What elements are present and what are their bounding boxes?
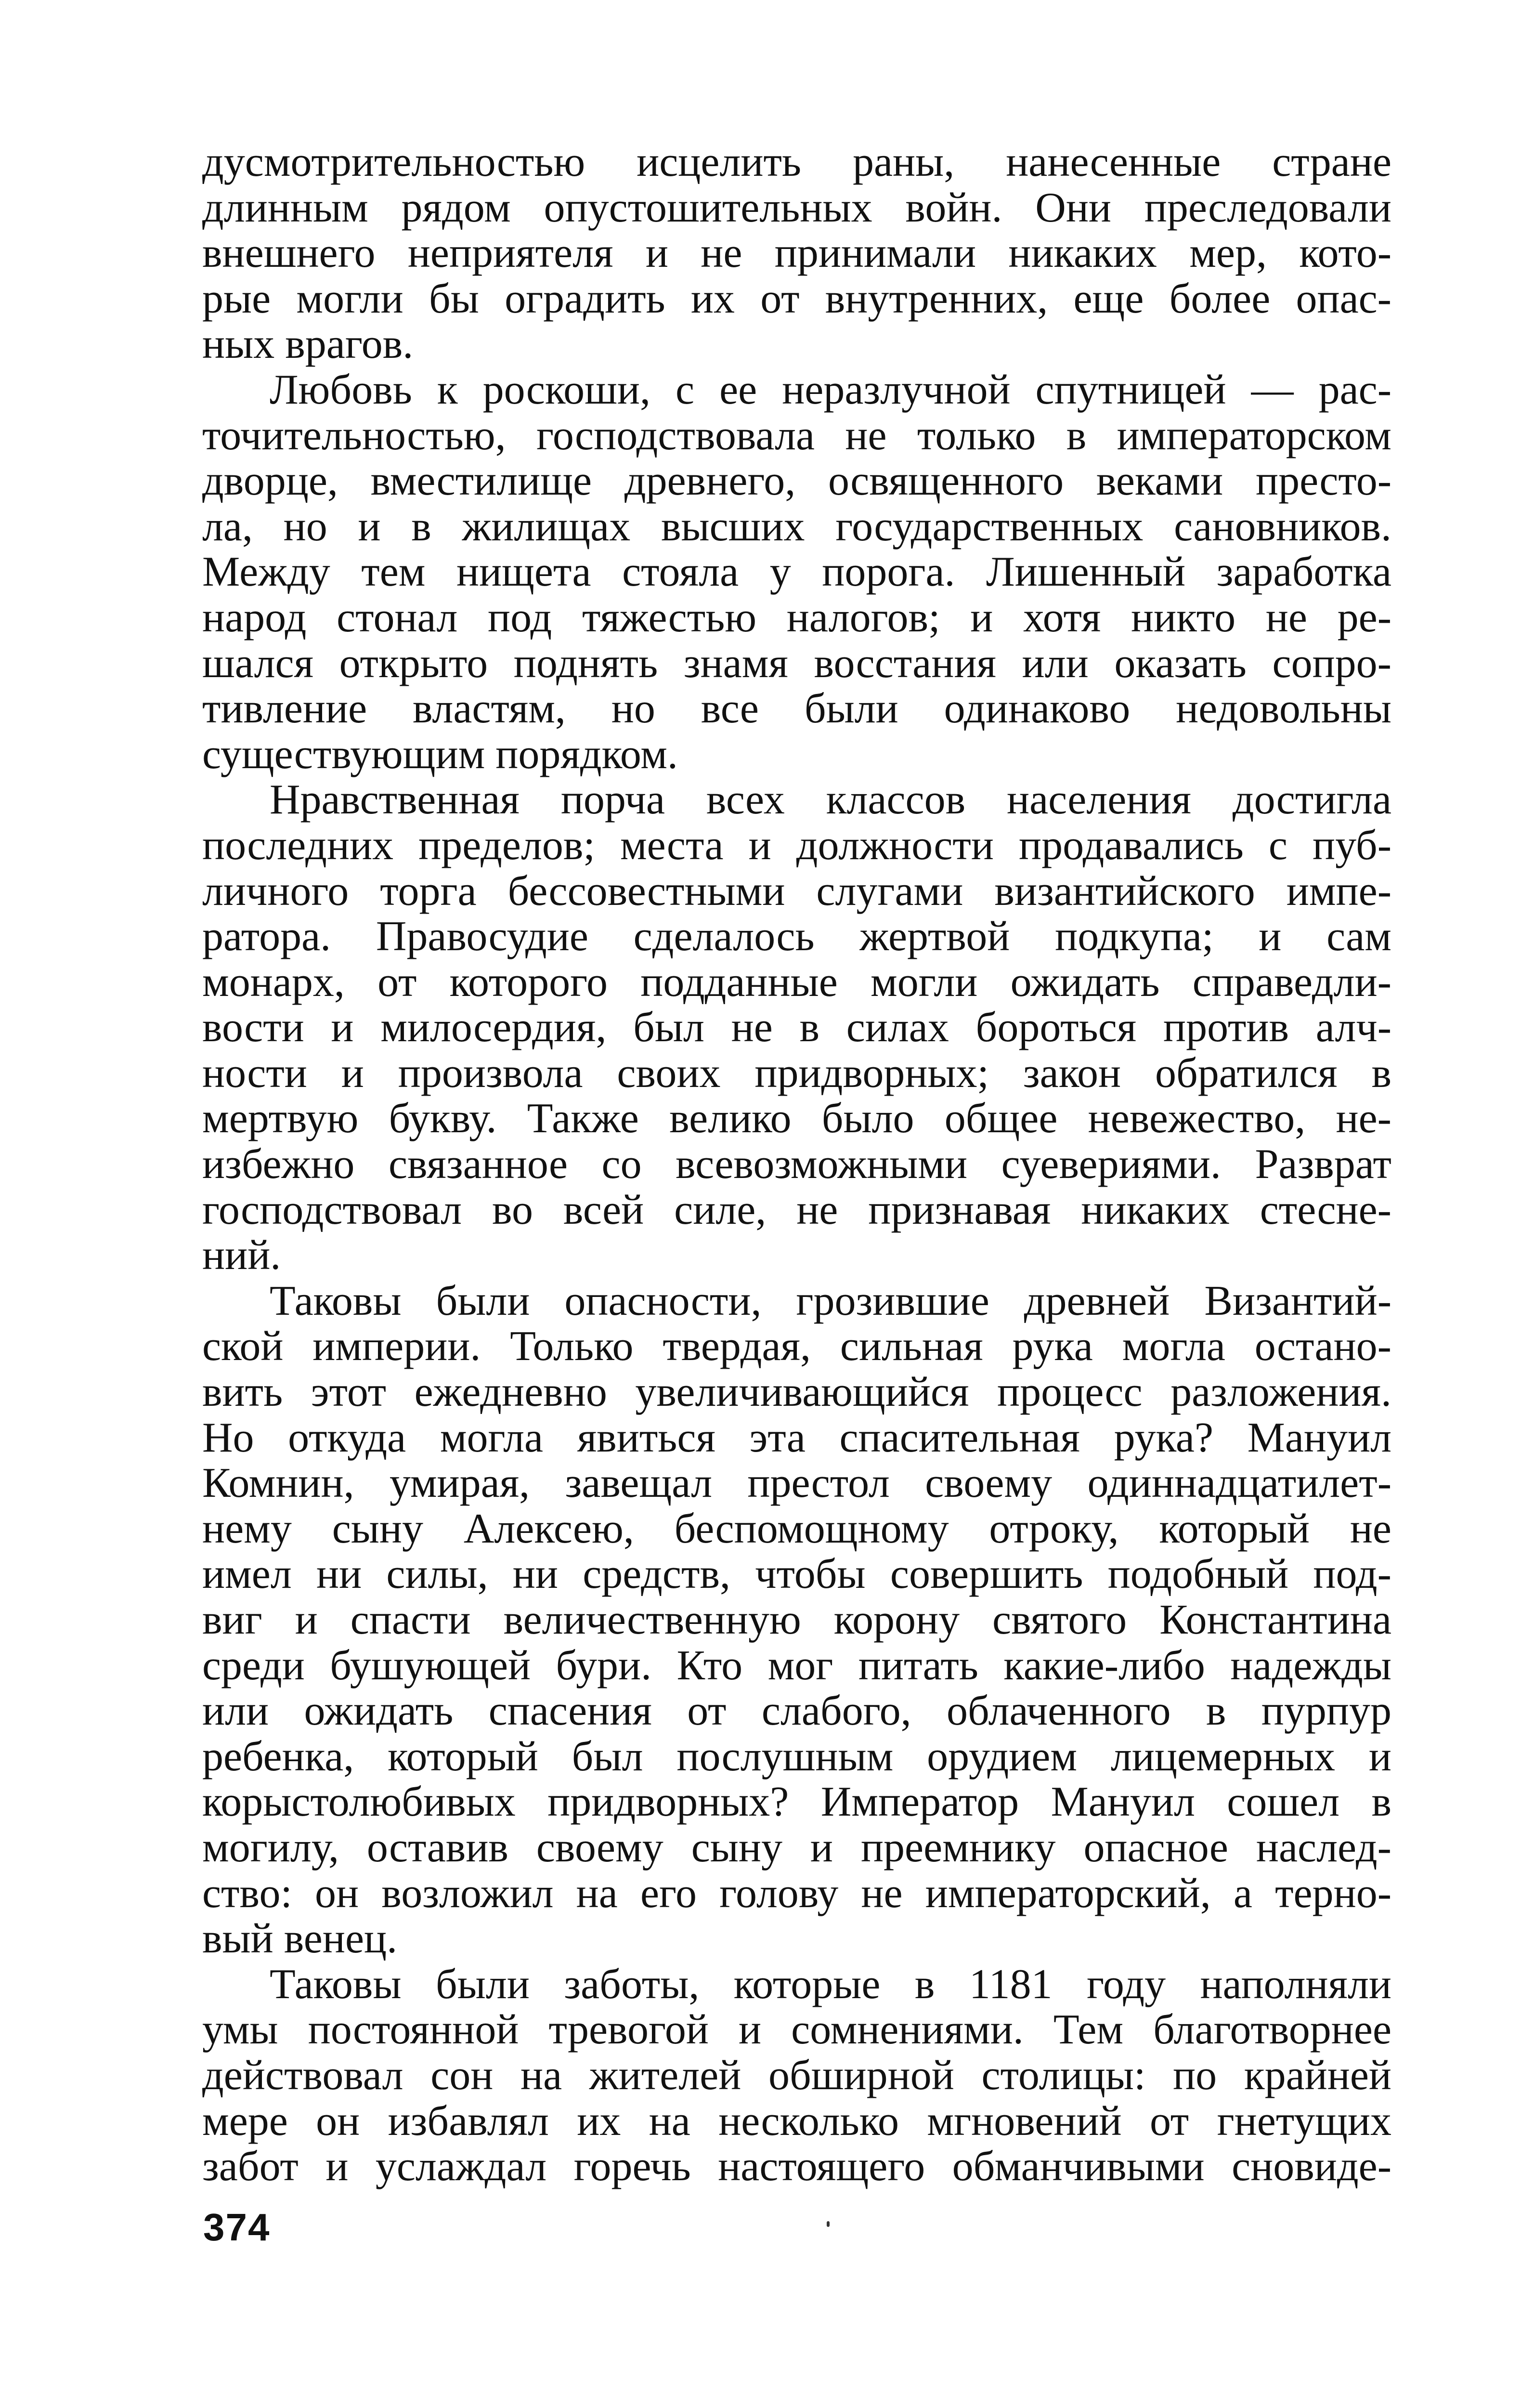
text-line: Нравственная порча всех классов населения достигла <box>270 777 1391 823</box>
page-number: 374 <box>203 2206 271 2249</box>
text-line: мертвую букву. Также велико было общее невежество, не- <box>202 1096 1391 1142</box>
text-line: ской империи. Только твердая, сильная рука могла остано- <box>202 1324 1391 1370</box>
text-line: ребенка, который был послушным орудием лицемерных и <box>202 1734 1391 1780</box>
text-line: вости и милосердия, был не в силах бороться против алч- <box>202 1005 1391 1051</box>
text-line: существующим порядком. <box>202 732 678 778</box>
text-line: нему сыну Алексею, беспомощному отроку, который не <box>202 1506 1391 1552</box>
text-line: внешнего неприятеля и не принимали никаких мер, кото- <box>202 231 1391 276</box>
text-line: длинным рядом опустошительных войн. Они преследовали <box>202 185 1391 231</box>
text-line: народ стонал под тяжестью налогов; и хотя никто не ре- <box>202 595 1391 641</box>
text-line: тивление властям, но все были одинаково недовольны <box>202 686 1391 732</box>
text-line: Таковы были опасности, грозившие древней Византий- <box>270 1278 1391 1324</box>
text-line: вить этот ежедневно увеличивающийся процесс разложения. <box>202 1370 1391 1415</box>
print-speck <box>827 2221 830 2227</box>
text-line: Любовь к роскоши, с ее неразлучной спутницей — рас- <box>270 367 1391 413</box>
text-line: точительностью, господствовала не только в императорском <box>202 413 1391 459</box>
text-line: личного торга бессовестными слугами византийского импе- <box>202 868 1391 915</box>
text-line: Таковы были заботы, которые в 1181 году наполняли <box>270 1962 1391 2008</box>
text-line: виг и спасти величественную корону святого Константина <box>202 1597 1391 1643</box>
text-line: или ожидать спасения от слабого, облаченного в пурпур <box>202 1688 1391 1734</box>
text-line: умы постоянной тревогой и сомнениями. Тем благотворнее <box>202 2007 1391 2053</box>
text-line: дусмотрительностью исцелить раны, нанесенные стране <box>202 140 1391 185</box>
text-line: ратора. Правосудие сделалось жертвой подкупа; и сам <box>202 914 1391 960</box>
text-line: действовал сон на жителей обширной столицы: по крайней <box>202 2053 1391 2099</box>
text-line: дворце, вместилище древнего, освященного веками престо- <box>202 458 1391 504</box>
text-line: последних пределов; места и должности продавались с пуб- <box>202 823 1391 869</box>
text-line: Комнин, умирая, завещал престол своему одиннадцатилет- <box>202 1461 1391 1506</box>
text-line: вый венец. <box>202 1916 398 1962</box>
text-line: ных врагов. <box>202 322 414 367</box>
text-line: ний. <box>202 1233 281 1279</box>
text-line: мере он избавлял их на несколько мгновений от гнетущих <box>202 2098 1391 2145</box>
text-line: шался открыто поднять знамя восстания или оказать сопро- <box>202 641 1391 687</box>
body-text <box>202 140 1391 2190</box>
text-line: ности и произвола своих придворных; закон обратился в <box>202 1050 1391 1097</box>
text-line: Но откуда могла явиться эта спасительная рука? Мануил <box>202 1415 1391 1461</box>
text-line: монарх, от которого подданные могли ожидать справедли- <box>202 959 1391 1006</box>
text-line: рые могли бы оградить их от внутренних, еще более опас- <box>202 276 1391 322</box>
text-line: имел ни силы, ни средств, чтобы совершить подобный под- <box>202 1552 1391 1597</box>
text-line: забот и услаждал горечь настоящего обманчивыми сновиде- <box>202 2144 1391 2190</box>
text-line: Между тем нищета стояла у порога. Лишенный заработка <box>202 550 1391 595</box>
text-line: ство: он возложил на его голову не императорский, а терно- <box>202 1871 1391 1917</box>
text-line: господствовал во всей силе, не признавая никаких стесне- <box>202 1187 1391 1233</box>
text-line: ла, но и в жилищах высших государственных сановников. <box>202 504 1391 550</box>
text-line: могилу, оставив своему сыну и преемнику опасное наслед- <box>202 1825 1391 1871</box>
text-line: среди бушующей бури. Кто мог питать какие-либо надежды <box>202 1643 1391 1689</box>
text-line: избежно связанное со всевозможными суевериями. Разврат <box>202 1142 1391 1188</box>
text-line: корыстолюбивых придворных? Император Мануил сошел в <box>202 1780 1391 1825</box>
